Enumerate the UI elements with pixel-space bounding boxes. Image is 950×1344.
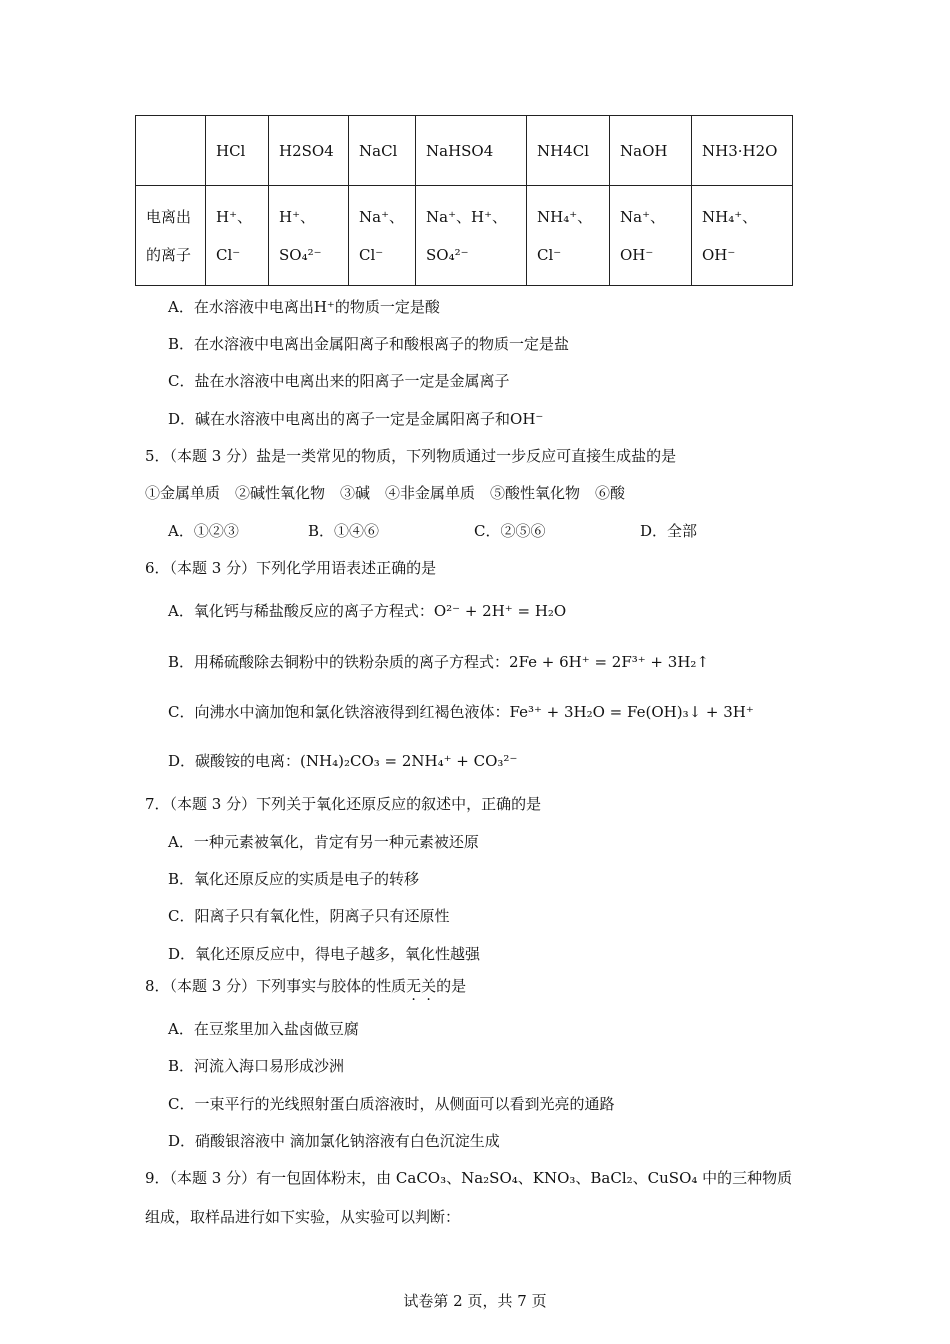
q4-option-c: C．盐在水溶液中电离出来的阳离子一定是金属离子 bbox=[168, 372, 510, 390]
q5-option-b: B．①④⑥ bbox=[308, 522, 380, 540]
ion-cell: Na⁺、 OH⁻ bbox=[610, 186, 692, 286]
row-label-cell: 电离出 的离子 bbox=[136, 186, 206, 286]
q9-line1: 9．（本题 3 分）有一包固体粉末，由 CaCO₃、Na₂SO₄、KNO₃、BaCl₂、CuSO₄ 中的三种物质 bbox=[145, 1169, 793, 1187]
ionization-table bbox=[135, 115, 793, 286]
q5-stem: 5．（本题 3 分）盐是一类常见的物质，下列物质通过一步反应可直接生成盐的是 bbox=[145, 447, 677, 465]
q6-stem: 6．（本题 3 分）下列化学用语表述正确的是 bbox=[145, 559, 437, 577]
ion-cell: H⁺、 Cl⁻ bbox=[206, 186, 269, 286]
q6-option-c: C．向沸水中滴加饱和氯化铁溶液得到红褐色液体：Fe³⁺ + 3H₂O = Fe(OH)₃↓ + 3H⁺ bbox=[168, 703, 754, 721]
q7-option-d: D．氧化还原反应中，得电子越多，氧化性越强 bbox=[168, 945, 481, 963]
q8-option-d: D．硝酸银溶液中 滴加氯化钠溶液有白色沉淀生成 bbox=[168, 1132, 500, 1150]
q5-option-c: C．②⑤⑥ bbox=[474, 522, 546, 540]
q5-option-d: D．全部 bbox=[640, 522, 698, 540]
q5-items: ①金属单质 ②碱性氧化物 ③碱 ④非金属单质 ⑤酸性氧化物 ⑥酸 bbox=[145, 484, 626, 502]
ion-cell: H⁺、 SO₄²⁻ bbox=[269, 186, 349, 286]
page-footer: 试卷第 2 页，共 7 页 bbox=[403, 1292, 547, 1310]
q8-option-c: C．一束平行的光线照射蛋白质溶液时，从侧面可以看到光亮的通路 bbox=[168, 1095, 615, 1113]
table-header-cell: HCl bbox=[206, 116, 269, 186]
q4-option-d: D．碱在水溶液中电离出的离子一定是金属阳离子和OH⁻ bbox=[168, 410, 544, 428]
ion-cell: NH₄⁺、 OH⁻ bbox=[692, 186, 793, 286]
ion-cell: Na⁺、H⁺、 SO₄²⁻ bbox=[416, 186, 527, 286]
q8-option-b: B．河流入海口易形成沙洲 bbox=[168, 1057, 345, 1075]
q5-option-a: A．①②③ bbox=[168, 522, 239, 540]
table-header-cell: NaCl bbox=[349, 116, 416, 186]
emphasis-char: 无 bbox=[406, 977, 422, 995]
table-header-cell: NH4Cl bbox=[527, 116, 610, 186]
ion-cell: Na⁺、 Cl⁻ bbox=[349, 186, 416, 286]
q6-option-d: D．碳酸铵的电离：(NH₄)₂CO₃ = 2NH₄⁺ + CO₃²⁻ bbox=[168, 752, 518, 770]
q7-option-c: C．阳离子只有氧化性，阴离子只有还原性 bbox=[168, 907, 450, 925]
table-header-row bbox=[136, 116, 793, 186]
q8-stem: 8．（本题 3 分）下列事实与胶体的性质无关的是 bbox=[145, 977, 467, 995]
q4-option-a: A．在水溶液中电离出H⁺的物质一定是酸 bbox=[168, 298, 440, 316]
q9-line2: 组成，取样品进行如下实验，从实验可以判断： bbox=[145, 1208, 461, 1226]
table-header-cell bbox=[136, 116, 206, 186]
table-header-cell: NaHSO4 bbox=[416, 116, 527, 186]
table-ion-row bbox=[136, 186, 793, 286]
table-header-cell: NaOH bbox=[610, 116, 692, 186]
q6-option-b: B．用稀硫酸除去铜粉中的铁粉杂质的离子方程式：2Fe + 6H⁺ = 2F³⁺ + 3H₂↑ bbox=[168, 653, 709, 671]
q7-option-a: A．一种元素被氧化，肯定有另一种元素被还原 bbox=[168, 833, 479, 851]
q7-option-b: B．氧化还原反应的实质是电子的转移 bbox=[168, 870, 420, 888]
q6-option-a: A．氧化钙与稀盐酸反应的离子方程式：O²⁻ + 2H⁺ = H₂O bbox=[168, 602, 567, 620]
table-header-cell: H2SO4 bbox=[269, 116, 349, 186]
q7-stem: 7．（本题 3 分）下列关于氧化还原反应的叙述中，正确的是 bbox=[145, 795, 542, 813]
emphasis-char: 关 bbox=[421, 977, 437, 995]
table-header-cell: NH3·H2O bbox=[692, 116, 793, 186]
ion-cell: NH₄⁺、 Cl⁻ bbox=[527, 186, 610, 286]
q8-option-a: A．在豆浆里加入盐卤做豆腐 bbox=[168, 1020, 359, 1038]
q4-option-b: B．在水溶液中电离出金属阳离子和酸根离子的物质一定是盐 bbox=[168, 335, 570, 353]
